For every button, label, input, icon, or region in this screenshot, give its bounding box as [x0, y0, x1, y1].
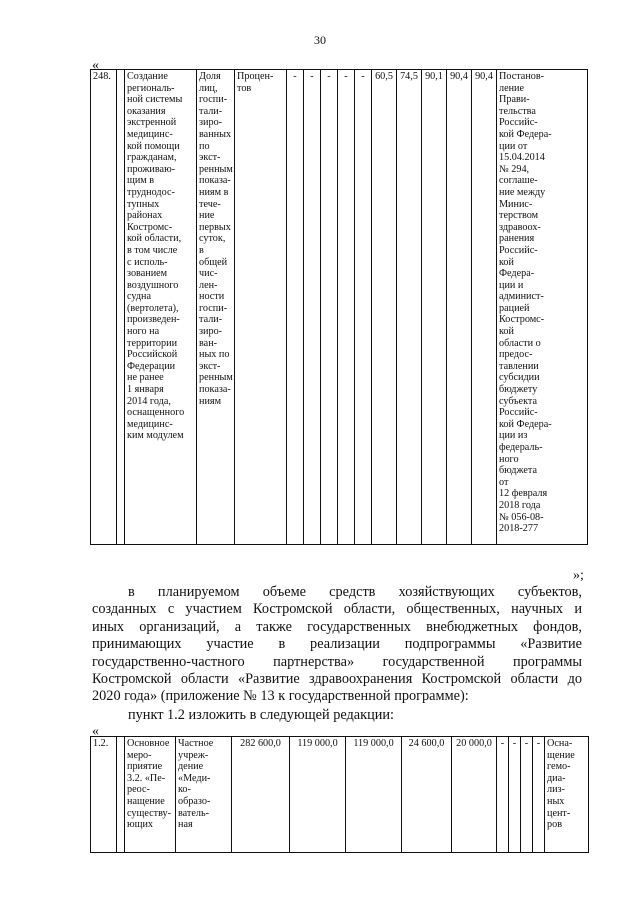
- page-number: 30: [314, 33, 326, 47]
- paragraph-line: государственно-частного партнерства» государственной программы: [92, 653, 582, 670]
- value-cell: -: [355, 70, 372, 545]
- indicator-table: [90, 69, 588, 545]
- amount-cell: 119 000,0: [290, 737, 346, 853]
- paragraph-line: в планируемом объеме средств хозяйствующих субъектов,: [128, 584, 582, 600]
- amount-cell: -: [497, 737, 509, 853]
- unit-cell: Процен- тов: [235, 70, 287, 545]
- body-paragraph: [92, 584, 582, 706]
- paragraph-line: 2020 года» (приложение № 13 к государственной программе):: [92, 688, 469, 705]
- value-cell: -: [338, 70, 355, 545]
- value-cell: 60,5: [372, 70, 397, 545]
- amount-cell: 119 000,0: [346, 737, 402, 853]
- basis-document: Постанов- ление Прави- тельства Российс- кой Федера- ции от 15.04.2014 № 294, соглаше- ние между Минис- терством здравоох- ранения Российс- кой Федера- ции и админист- рацией Костромс- кой области о предос- тавлении субсидии бюджету субъекта Российс- кой Федера- ции из федераль- ного бюджета от 12 февраля 2018 года № 056-08- 2018-277: [497, 70, 588, 545]
- paragraph-line: Костромской области «Развитие здравоохранения Костромской области до: [92, 670, 582, 687]
- paragraph-line: иных организаций, а также государственных внебюджетных фондов,: [92, 618, 582, 635]
- amount-cell: 24 600,0: [402, 737, 452, 853]
- indicator-name: Доля лиц, госпи- тали- зиро- ванных по экст- ренным показа- ниям в тече- ние первых суток, в общей чис- лен- ности госпи- тали- зиро- ван- ных по экст- ренным показа- ниям: [197, 70, 235, 545]
- table-row: [91, 70, 588, 545]
- value-cell: -: [304, 70, 321, 545]
- value-cell: 90,1: [422, 70, 447, 545]
- paragraph-line: принимающих участие в реализации подпрограммы «Развитие: [92, 636, 582, 653]
- empty-cell: [117, 70, 125, 545]
- value-cell: -: [287, 70, 304, 545]
- result-description: Осна- щение гемо- диа- лиз- ных цент- ров: [545, 737, 589, 853]
- measure-name: Создание региональ- ной системы оказания экстренной медицинс- кой помощи гражданам, проживаю- щим в труднодос- тупных районах Костромс- кой области, в том числе с исполь- зованием воздушного судна (вертолета), произведен- ного на территории Российской Федерации не ранее 1 января 2014 года, оснащенного медицинс- ким модулем: [125, 70, 197, 545]
- measure-name: Основное меро- приятие 3.2. «Пе- реос- нащение существу- ющих: [125, 737, 176, 853]
- value-cell: 90,4: [472, 70, 497, 545]
- instruction-line: пункт 1.2 изложить в следующей редакции:: [128, 707, 395, 723]
- paragraph-line: созданных с участием Костромской области, общественных, научных и: [92, 601, 582, 618]
- empty-cell: [117, 737, 125, 853]
- amount-cell: 20 000,0: [452, 737, 497, 853]
- value-cell: 74,5: [397, 70, 422, 545]
- amount-cell: -: [509, 737, 521, 853]
- measure-table: [90, 736, 589, 853]
- value-cell: 90,4: [447, 70, 472, 545]
- closing-quote-mark: »;: [573, 568, 584, 583]
- table-row: [91, 737, 589, 853]
- row-number: 248.: [91, 70, 117, 545]
- executor-name: Частное учреж- дение «Меди- ко- образо- ватель- ная: [176, 737, 232, 853]
- amount-cell: -: [521, 737, 533, 853]
- opening-quote-mark: «: [92, 724, 99, 739]
- row-number: 1.2.: [91, 737, 117, 853]
- value-cell: -: [321, 70, 338, 545]
- amount-cell: -: [533, 737, 545, 853]
- opening-quote-mark: «: [92, 58, 99, 73]
- amount-cell: 282 600,0: [232, 737, 290, 853]
